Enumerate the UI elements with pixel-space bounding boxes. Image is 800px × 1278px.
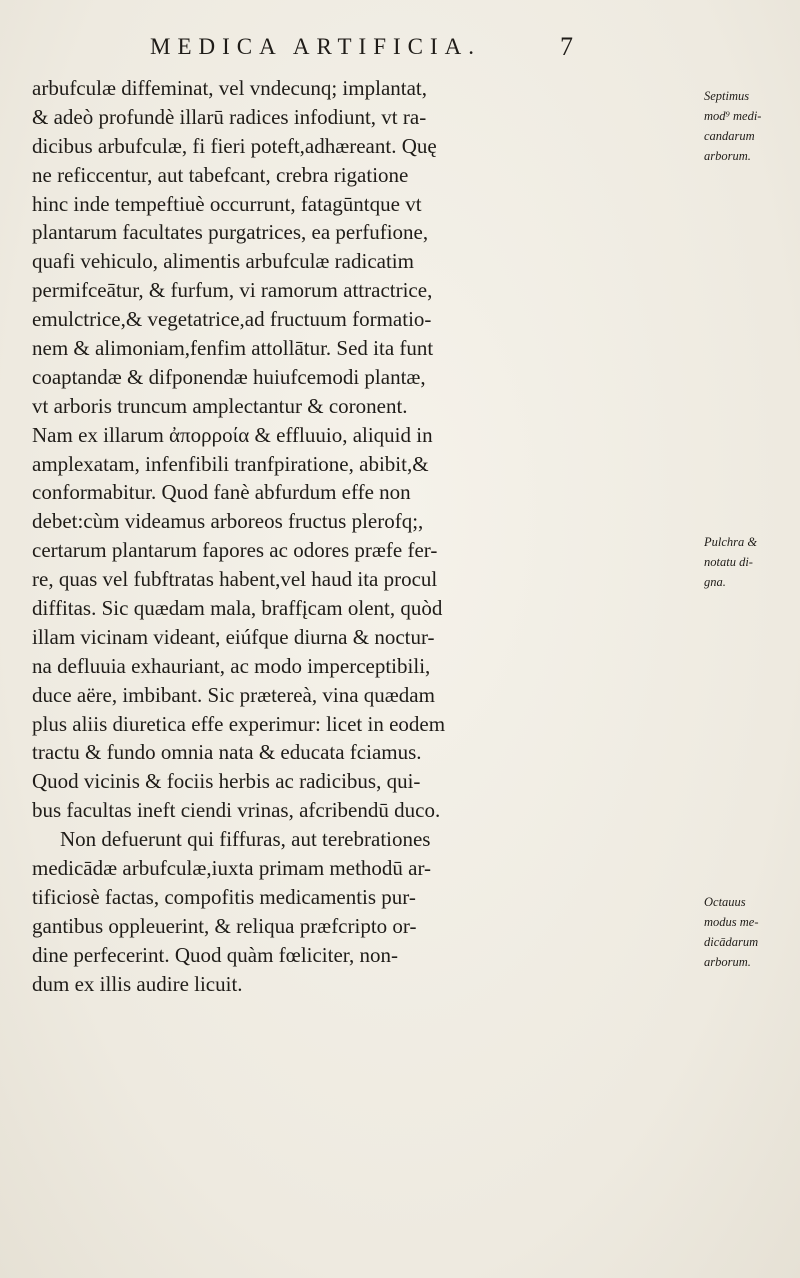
text-line: medicādæ arbufculæ,iuxta primam methodū ar- <box>32 856 432 881</box>
margin-note-septimus <box>704 86 800 166</box>
text-line: gantibus oppleuerint, & reliqua præfcripto or- <box>32 913 417 938</box>
text-line: conformabitur. Quod fanè abfurdum effe non <box>32 480 411 505</box>
margin-note-line: Octauus <box>704 895 746 909</box>
text-line: plantarum facultates purgatrices, ea perfufione, <box>32 220 429 245</box>
text-line: illam vicinam videant, eiúfque diurna & noctur- <box>32 624 435 649</box>
body-text <box>32 74 692 999</box>
text-line: Non defuerunt qui fiffuras, aut terebrationes <box>60 827 431 852</box>
text-line: dine perfecerint. Quod quàm fœliciter, non- <box>32 942 398 967</box>
text-line: Quod vicinis & fociis herbis ac radicibus, qui- <box>32 769 421 794</box>
running-title: MEDICA ARTIFICIA. <box>150 34 482 59</box>
text-line: bus facultas ineft ciendi vrinas, afcribendū duco. <box>32 798 441 823</box>
text-line: dicibus arbufculæ, fi fieri poteft,adhæreant. Quę <box>32 133 437 158</box>
text-line: tificiosè factas, compofitis medicamentis pur- <box>32 884 416 909</box>
margin-note-line: dicādarum <box>704 935 759 949</box>
text-line: arbufculæ diffeminat, vel vndecunq; implantat, <box>32 76 428 100</box>
margin-note-line: Pulchra & <box>704 535 758 549</box>
margin-note-line: candarum <box>704 129 755 143</box>
text-line: debet:cùm videamus arboreos fructus plerofq;, <box>32 509 424 534</box>
text-line: quafi vehiculo, alimentis arbufculæ radicatim <box>32 249 414 274</box>
text-line: Nam ex illarum ἀπορροία & effluuio, aliquid in <box>32 422 433 447</box>
text-line: permifceātur, & furfum, vi ramorum attractrice, <box>32 278 433 303</box>
page-number: 7 <box>560 32 573 61</box>
text-line: & adeò profundè illarū radices infodiunt, vt ra- <box>32 104 427 129</box>
text-line: nem & alimoniam,fenfim attollātur. Sed ita funt <box>32 336 434 361</box>
text-line: tractu & fundo omnia nata & educata fciamus. <box>32 740 422 765</box>
text-line: ne reficcentur, aut tabefcant, crebra rigatione <box>32 162 409 187</box>
text-line: emulctrice,& vegetatrice,ad fructuum formatio- <box>32 307 432 332</box>
margin-note-line: gna. <box>704 575 726 589</box>
margin-note-octauus <box>704 892 800 972</box>
margin-note-line: arborum. <box>704 955 751 969</box>
text-line: plus aliis diuretica effe experimur: licet in eodem <box>32 711 446 736</box>
margin-note-line: mod⁹ medi- <box>704 109 762 123</box>
margin-note-pulchra <box>704 532 800 592</box>
text-line: na defluuia exhauriant, ac modo imperceptibili, <box>32 653 431 678</box>
margin-note-line: arborum. <box>704 149 751 163</box>
margin-note-line: Septimus <box>704 89 750 103</box>
text-line: re, quas vel fubftratas habent,vel haud ita procul <box>32 567 438 592</box>
margin-note-line: modus me- <box>704 915 759 929</box>
text-line: vt arboris truncum amplectantur & coronent. <box>32 393 408 418</box>
text-line: coaptandæ & difponendæ huiufcemodi plantæ, <box>32 364 426 389</box>
text-line: duce aëre, imbibant. Sic prætereà, vina quædam <box>32 682 435 707</box>
text-line: certarum plantarum fapores ac odores præfe fer- <box>32 538 438 563</box>
page-header <box>150 34 650 74</box>
margin-note-line: notatu di- <box>704 555 753 569</box>
text-line: amplexatam, infenfibili tranfpiratione, abibit,& <box>32 451 429 476</box>
text-line: diffitas. Sic quædam mala, braffįcam olent, quòd <box>32 596 443 621</box>
text-line: dum ex illis audire licuit. <box>32 971 243 996</box>
text-line: hinc inde tempeftiuè occurrunt, fatagūntque vt <box>32 191 422 216</box>
